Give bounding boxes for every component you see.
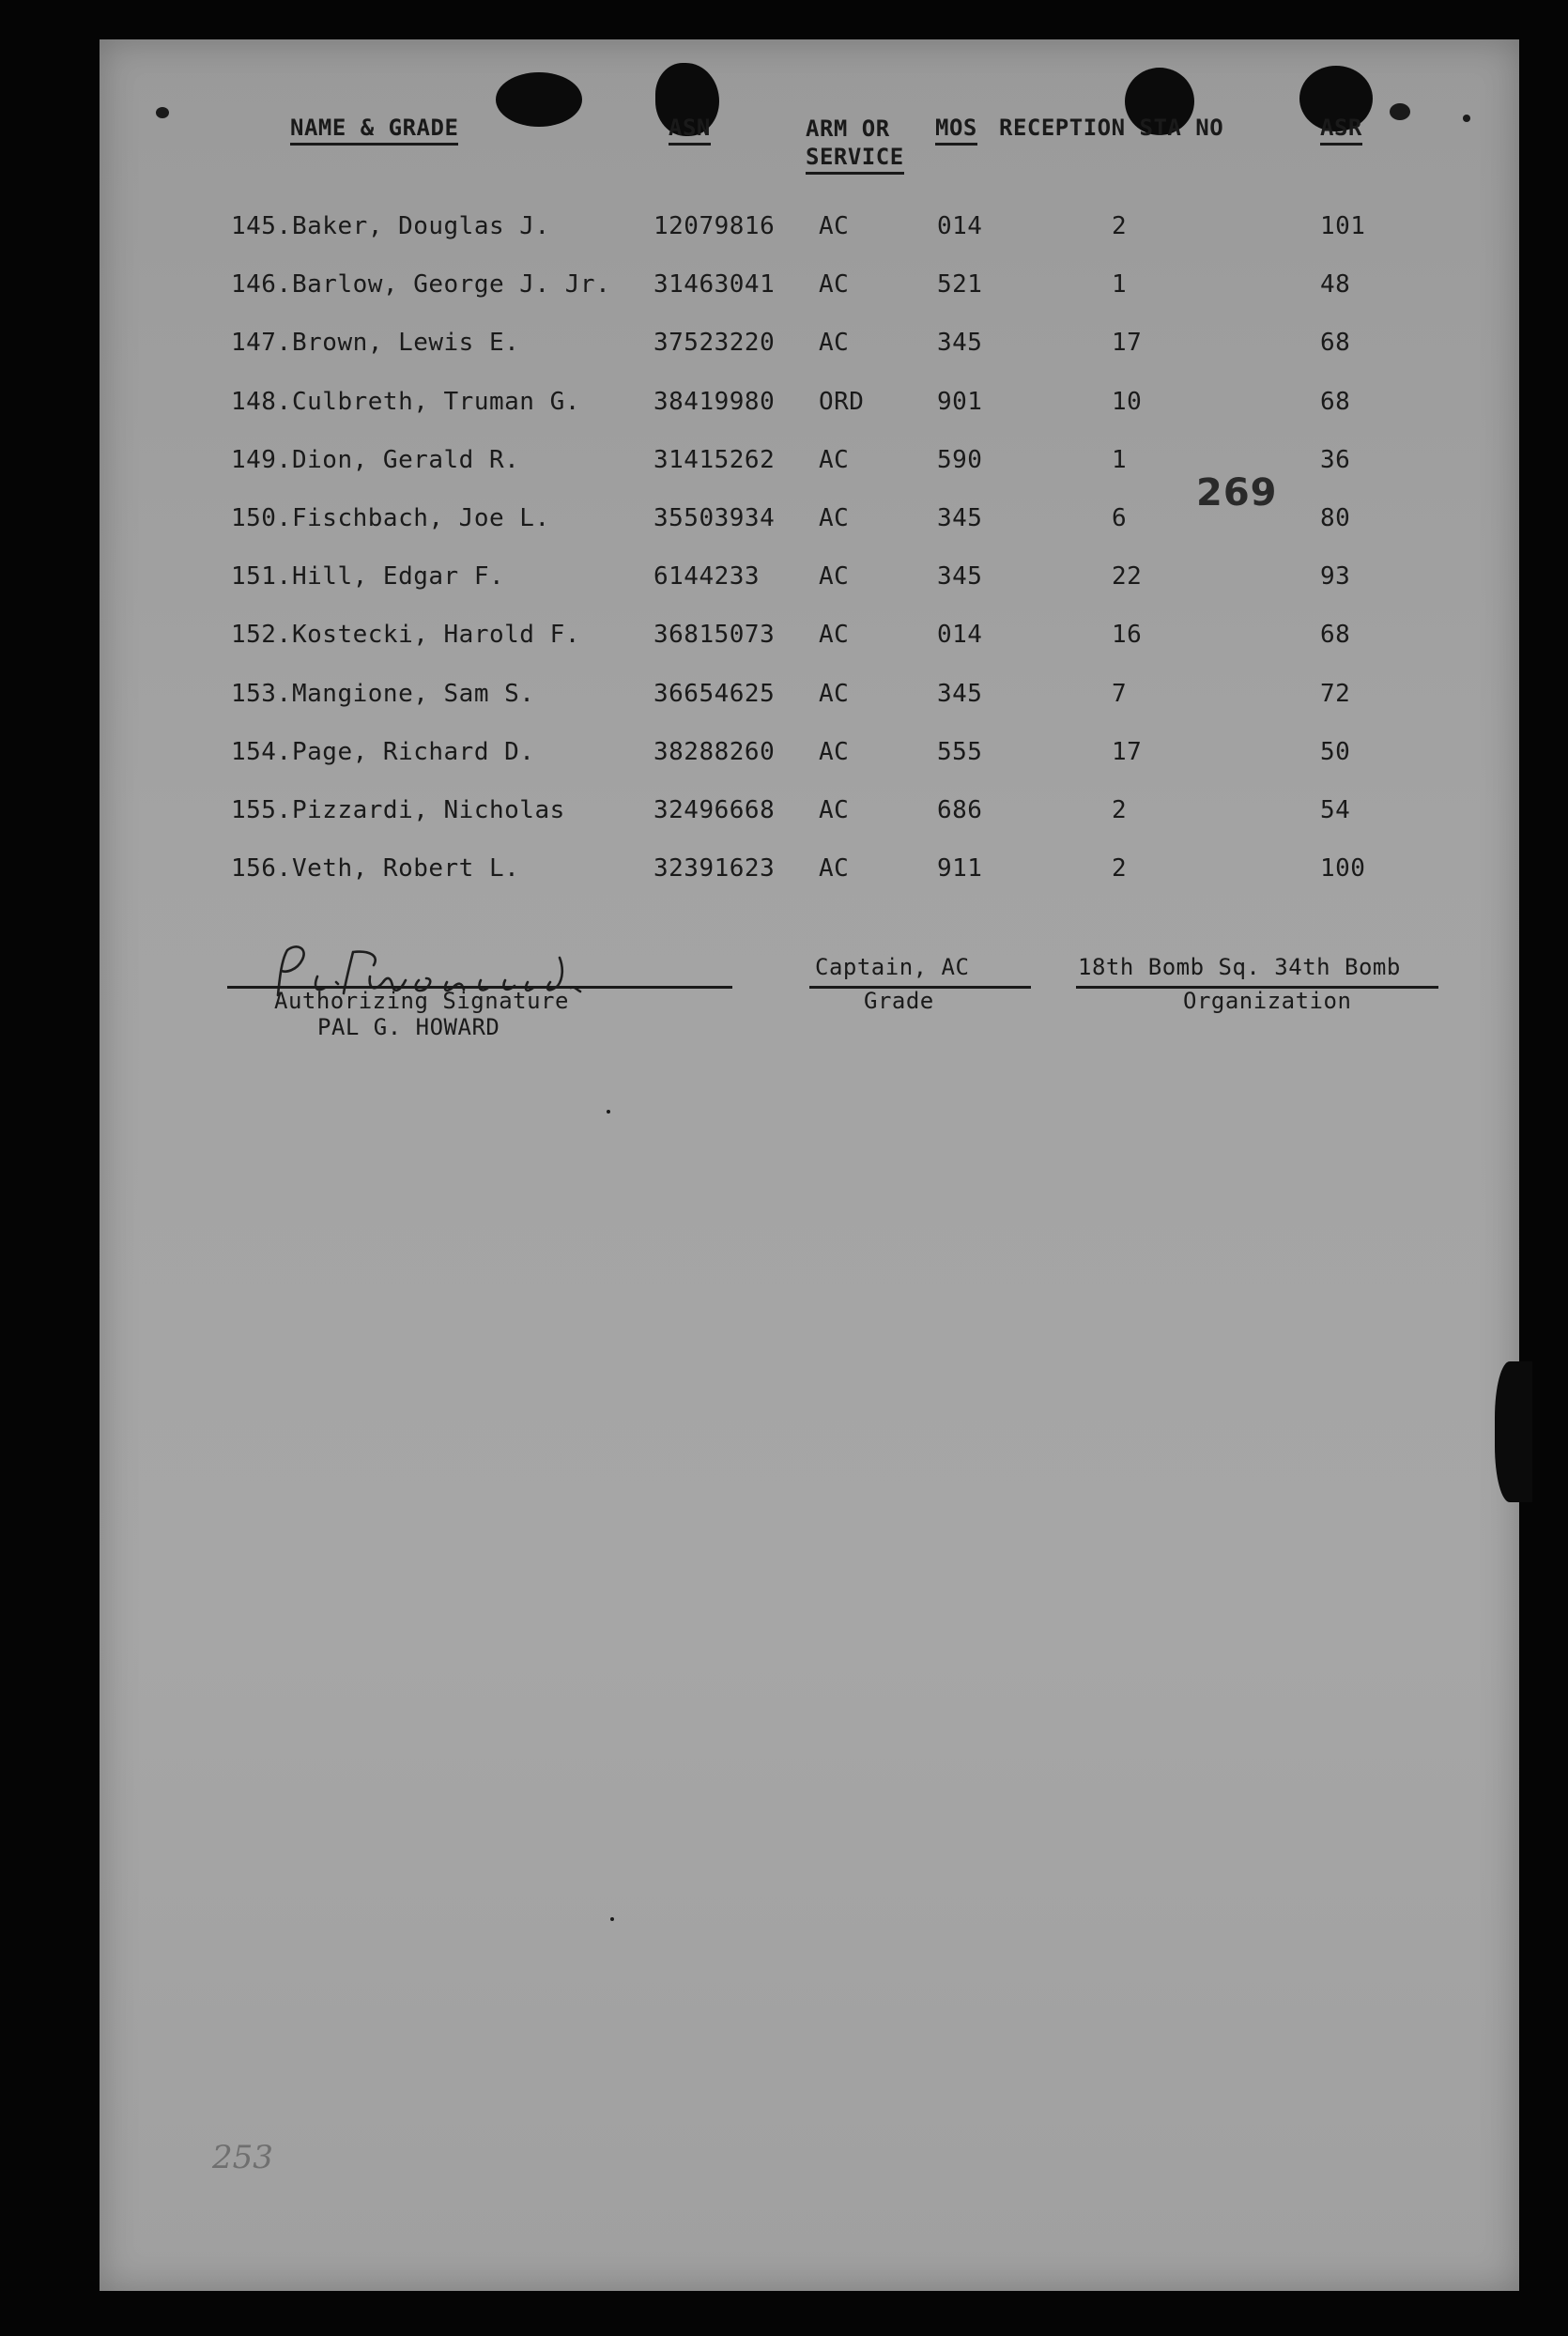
grade-value: Captain, AC	[815, 954, 970, 980]
row-number: 153.	[231, 679, 292, 708]
table-row	[100, 562, 1519, 600]
row-name-grade: Kostecki, Harold F.	[292, 621, 580, 650]
row-asr: 100	[1320, 854, 1366, 884]
row-number: 155.	[231, 796, 292, 824]
table-row	[100, 680, 1519, 717]
pencil-note: 253	[212, 2139, 273, 2176]
row-mos: 014	[937, 621, 983, 650]
row-mos: 686	[937, 796, 983, 824]
row-mos: 521	[937, 270, 983, 300]
row-name-grade: Baker, Douglas J.	[292, 212, 550, 240]
header-asr: ASR	[1320, 115, 1362, 141]
row-arm-service: AC	[819, 679, 850, 708]
row-asn: 32496668	[653, 796, 776, 824]
row-asn: 38288260	[653, 737, 776, 766]
table-row	[100, 446, 1519, 484]
row-arm-service: AC	[819, 212, 850, 240]
row-number: 145.	[231, 212, 292, 240]
row-reception-sta: 17	[1112, 737, 1143, 766]
row-arm-service: AC	[819, 504, 850, 532]
row-mos: 345	[937, 329, 983, 358]
table-row	[100, 738, 1519, 776]
row-name-grade: Veth, Robert L.	[292, 854, 520, 884]
header-mos: MOS	[935, 115, 977, 141]
speck	[1463, 115, 1470, 122]
grade-label: Grade	[864, 988, 934, 1014]
signature-printed-name: PAL G. HOWARD	[317, 1014, 500, 1040]
row-arm-service: AC	[819, 796, 850, 824]
row-number: 149.	[231, 445, 292, 474]
row-number: 146.	[231, 270, 292, 300]
row-mos: 901	[937, 387, 983, 416]
edge-tear-right	[1495, 1361, 1532, 1502]
row-mos: 345	[937, 562, 983, 592]
row-asn: 32391623	[653, 854, 776, 884]
speck	[610, 1917, 614, 1921]
row-name-grade: Culbreth, Truman G.	[292, 387, 580, 416]
table-row	[100, 796, 1519, 834]
table-row	[100, 621, 1519, 658]
row-mos: 345	[937, 679, 983, 708]
table-row	[100, 212, 1519, 250]
row-name-grade: Fischbach, Joe L.	[292, 504, 550, 532]
row-reception-sta: 1	[1112, 445, 1128, 474]
speck	[156, 107, 169, 118]
row-asn: 6144233	[653, 562, 761, 592]
stamp-number: 269	[1196, 471, 1278, 515]
speck	[1390, 103, 1410, 120]
table-row	[100, 504, 1519, 542]
row-arm-service: AC	[819, 621, 850, 650]
row-arm-service: AC	[819, 562, 850, 592]
row-asn: 38419980	[653, 387, 776, 416]
row-arm-service: AC	[819, 854, 850, 884]
row-arm-service: AC	[819, 445, 850, 474]
table-row	[100, 388, 1519, 425]
row-arm-service: AC	[819, 270, 850, 300]
row-reception-sta: 16	[1112, 621, 1143, 650]
organization-label: Organization	[1183, 988, 1352, 1014]
row-asr: 50	[1320, 737, 1351, 766]
row-number: 156.	[231, 854, 292, 884]
signature-label: Authorizing Signature	[274, 988, 569, 1014]
row-arm-service: AC	[819, 737, 850, 766]
row-asn: 31463041	[653, 270, 776, 300]
header-name-grade: NAME & GRADE	[290, 115, 458, 141]
speck	[607, 1110, 610, 1114]
row-number: 154.	[231, 737, 292, 766]
table-row	[100, 854, 1519, 892]
row-asn: 31415262	[653, 445, 776, 474]
header-reception-sta-no: RECEPTION STA NO	[999, 115, 1224, 141]
row-arm-service: ORD	[819, 387, 865, 416]
row-reception-sta: 2	[1112, 796, 1128, 824]
row-reception-sta: 6	[1112, 504, 1128, 532]
table-row	[100, 270, 1519, 308]
row-asn: 12079816	[653, 212, 776, 240]
row-reception-sta: 10	[1112, 387, 1143, 416]
row-reception-sta: 2	[1112, 212, 1128, 240]
row-mos: 555	[937, 737, 983, 766]
row-mos: 345	[937, 504, 983, 532]
row-reception-sta: 7	[1112, 679, 1128, 708]
row-name-grade: Dion, Gerald R.	[292, 445, 520, 474]
row-asn: 36654625	[653, 679, 776, 708]
row-name-grade: Mangione, Sam S.	[292, 679, 535, 708]
row-asn: 35503934	[653, 504, 776, 532]
header-arm-line1: ARM OR	[806, 115, 890, 142]
row-name-grade: Barlow, George J. Jr.	[292, 270, 611, 300]
row-asn: 36815073	[653, 621, 776, 650]
document-page	[100, 39, 1519, 2291]
row-asr: 54	[1320, 796, 1351, 824]
row-asr: 68	[1320, 329, 1351, 358]
row-asr: 68	[1320, 621, 1351, 650]
row-number: 148.	[231, 387, 292, 416]
table-row	[100, 329, 1519, 366]
row-asr: 80	[1320, 504, 1351, 532]
row-mos: 590	[937, 445, 983, 474]
row-number: 152.	[231, 621, 292, 650]
row-asr: 93	[1320, 562, 1351, 592]
header-arm-or-service	[806, 115, 904, 171]
row-name-grade: Hill, Edgar F.	[292, 562, 505, 592]
row-number: 151.	[231, 562, 292, 592]
row-mos: 014	[937, 212, 983, 240]
row-arm-service: AC	[819, 329, 850, 358]
row-number: 147.	[231, 329, 292, 358]
row-asr: 101	[1320, 212, 1366, 240]
row-reception-sta: 2	[1112, 854, 1128, 884]
row-reception-sta: 22	[1112, 562, 1143, 592]
row-name-grade: Page, Richard D.	[292, 737, 535, 766]
row-asr: 48	[1320, 270, 1351, 300]
row-mos: 911	[937, 854, 983, 884]
row-asn: 37523220	[653, 329, 776, 358]
header-asn: ASN	[669, 115, 711, 141]
header-arm-line2: SERVICE	[806, 144, 904, 175]
row-number: 150.	[231, 504, 292, 532]
row-asr: 68	[1320, 387, 1351, 416]
row-name-grade: Pizzardi, Nicholas	[292, 796, 565, 824]
punch-hole-left	[496, 72, 582, 127]
row-reception-sta: 1	[1112, 270, 1128, 300]
row-asr: 36	[1320, 445, 1351, 474]
row-reception-sta: 17	[1112, 329, 1143, 358]
row-asr: 72	[1320, 679, 1351, 708]
row-name-grade: Brown, Lewis E.	[292, 329, 520, 358]
organization-value: 18th Bomb Sq. 34th Bomb	[1078, 954, 1401, 980]
